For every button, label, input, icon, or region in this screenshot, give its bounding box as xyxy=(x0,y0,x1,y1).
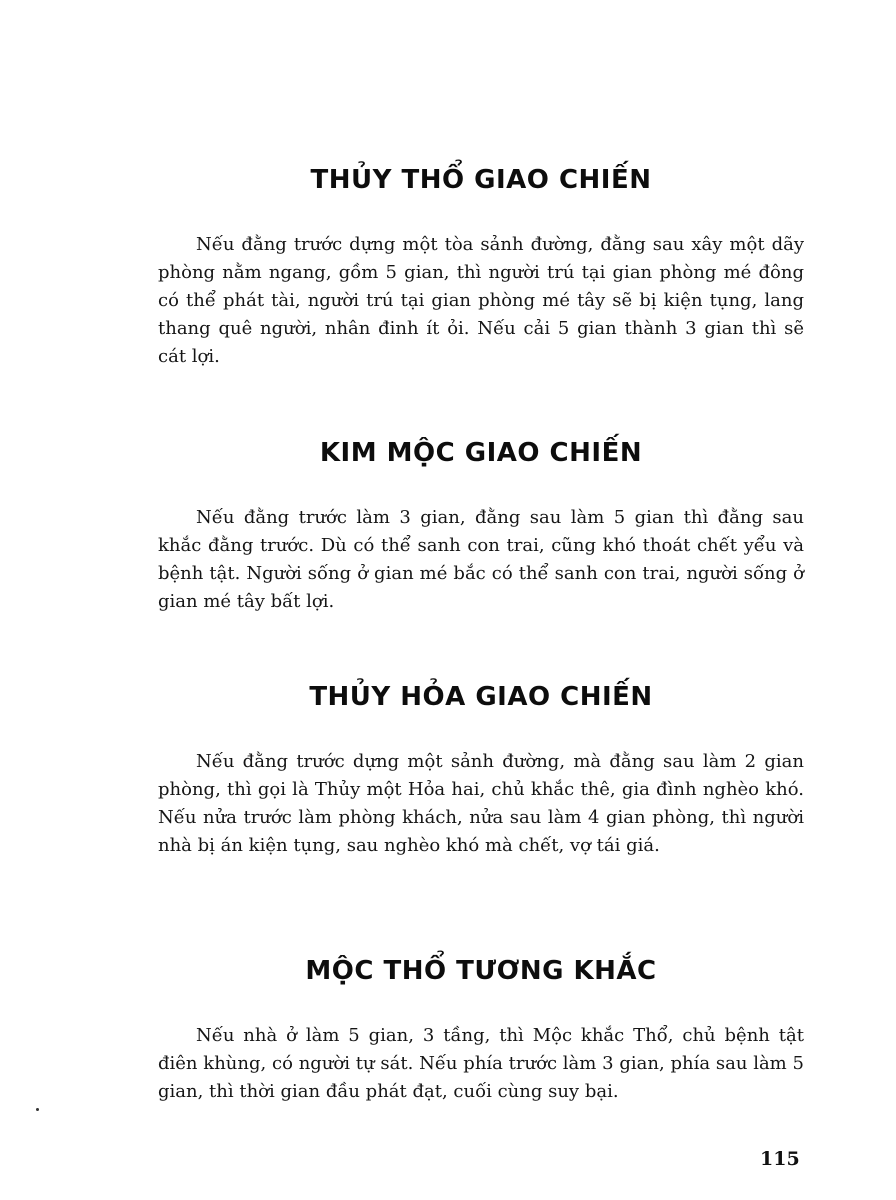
section-heading: THỦY HỎA GIAO CHIẾN xyxy=(309,682,653,712)
section-thuy-hoa xyxy=(158,682,804,860)
section-moc-tho xyxy=(158,956,804,1106)
section-paragraph: Nếu nhà ở làm 5 gian, 3 tầng, thì Mộc khắc Thổ, chủ bệnh tật điên khùng, có người tự sát. Nếu phía trước làm 3 gian, phía sau làm 5 gian, thì thời gian đầu phát đạt, cuối cùng suy bại. xyxy=(158,1025,804,1102)
section-thuy-tho xyxy=(158,165,804,371)
section-paragraph: Nếu đằng trước dựng một sảnh đường, mà đằng sau làm 2 gian phòng, thì gọi là Thủy một Hỏa hai, chủ khắc thê, gia đình nghèo khó. Nếu nửa trước làm phòng khách, nửa sau làm 4 gian phòng, thì người nhà bị án kiện tụng, sau nghèo khó mà chết, vợ tái giá. xyxy=(158,751,804,856)
page-number: 115 xyxy=(760,1148,800,1170)
section-paragraph: Nếu đằng trước dựng một tòa sảnh đường, đằng sau xây một dãy phòng nằm ngang, gồm 5 gian, thì người trú tại gian phòng mé đông có thể phát tài, người trú tại gian phòng mé tây sẽ bị kiện tụng, lang thang quê người, nhân đinh ít ỏi. Nếu cải 5 gian thành 3 gian thì sẽ cát lợi. xyxy=(158,234,804,367)
section-paragraph: Nếu đằng trước làm 3 gian, đằng sau làm 5 gian thì đằng sau khắc đằng trước. Dù có thể sanh con trai, cũng khó thoát chết yểu và bệnh tật. Người sống ở gian mé bắc có thể sanh con trai, người sống ở gian mé tây bất lợi. xyxy=(158,507,804,612)
section-heading: KIM MỘC GIAO CHIẾN xyxy=(319,438,643,468)
scan-speck xyxy=(36,1108,39,1111)
section-kim-moc xyxy=(158,438,804,616)
section-heading: THỦY THỔ GIAO CHIẾN xyxy=(310,165,652,195)
section-heading: MỘC THỔ TƯƠNG KHẮC xyxy=(305,956,657,986)
